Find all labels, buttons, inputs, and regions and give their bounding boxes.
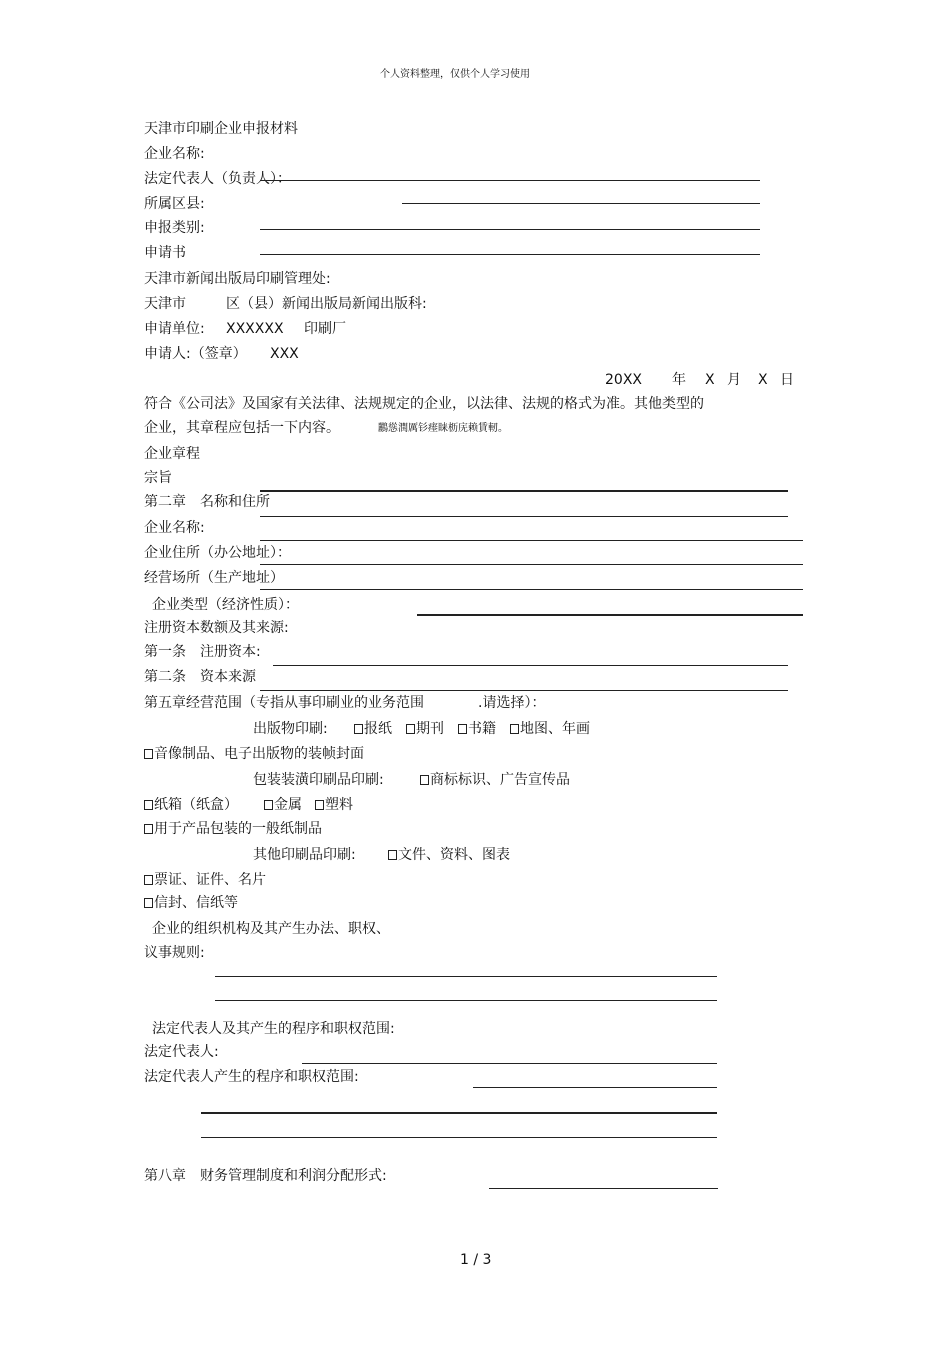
option-newspaper[interactable] <box>354 721 392 737</box>
legal-rep-field-line[interactable] <box>260 180 760 181</box>
date-year: 20XX <box>605 372 642 388</box>
option-label: 纸箱（纸盒） <box>154 797 238 813</box>
note-line-1: 符合《公司法》及国家有关法律、法规规定的企业，以法律、法规的格式为准。其他类型的 <box>144 396 704 412</box>
option-label: 商标标识、广告宣传品 <box>430 772 570 788</box>
district-label: 所属区县: <box>144 196 205 212</box>
address-field-line[interactable] <box>260 564 803 565</box>
district-office: 区（县）新闻出版局新闻出版科: <box>226 296 427 312</box>
applicant-unit-label: 申请单位: <box>144 321 205 337</box>
checkbox[interactable] <box>388 850 397 860</box>
address-label: 企业住所（办公地址）： <box>144 545 291 561</box>
charter-legal-rep-label: 法定代表人: <box>144 1044 219 1060</box>
district-office-prefix: 天津市 <box>144 296 186 312</box>
premises-field-line[interactable] <box>260 589 803 590</box>
option-cartons[interactable] <box>144 797 238 813</box>
application-label: 申请书 <box>144 245 186 261</box>
checkbox[interactable] <box>420 775 429 785</box>
legal-rep-label: 法定代表人（负责人）： <box>144 171 291 187</box>
option-label: 音像制品、电子出版物的装帧封面 <box>154 746 364 762</box>
option-label: 期刊 <box>416 721 444 737</box>
checkbox[interactable] <box>406 724 415 734</box>
checkbox[interactable] <box>144 800 153 810</box>
option-envelopes[interactable] <box>144 895 238 911</box>
date-day: X <box>758 372 768 388</box>
note-line-2: 企业，其章程应包括一下内容。 <box>144 420 340 436</box>
category-field-line[interactable] <box>260 229 760 230</box>
option-trademark[interactable] <box>420 772 570 788</box>
packaging-printing-label: 包装装潢印刷品印刷: <box>253 772 384 788</box>
garbled-text: 鸝慫潤厲钐瘗睐枥庑赖賃軔。 <box>378 423 508 434</box>
checkbox[interactable] <box>144 898 153 908</box>
option-periodical[interactable] <box>406 721 444 737</box>
page-number: 1 / 3 <box>460 1252 492 1268</box>
article-2-label: 第二条 资本来源 <box>144 669 256 685</box>
chapter-5-heading: 第五章经营范围（专指从事印刷业的业务范围 <box>144 695 424 711</box>
organization-label: 企业的组织机构及其产生办法、职权、 <box>152 921 390 937</box>
checkbox[interactable] <box>510 724 519 734</box>
applicant-unit-suffix: 印刷厂 <box>304 321 346 337</box>
charter-legal-rep-line[interactable] <box>302 1063 717 1064</box>
option-label: 报纸 <box>364 721 392 737</box>
checkbox[interactable] <box>144 875 153 885</box>
article-1-field-line[interactable] <box>273 665 788 666</box>
rules-field-line-1[interactable] <box>215 976 717 977</box>
option-label: 文件、资料、图表 <box>398 847 510 863</box>
chapter-2-field-line[interactable] <box>260 516 788 517</box>
legal-procedure-label: 法定代表人产生的程序和职权范围: <box>144 1069 359 1085</box>
application-field-line[interactable] <box>260 254 760 255</box>
option-label: 信封、信纸等 <box>154 895 238 911</box>
district-field-line[interactable] <box>402 203 760 204</box>
publication-printing-label: 出版物印刷: <box>253 721 328 737</box>
chapter-5-heading-tail: .请选择）： <box>478 695 546 711</box>
option-books[interactable] <box>458 721 496 737</box>
company-type-label: 企业类型（经济性质）： <box>152 597 299 613</box>
charter-title: 企业章程 <box>144 446 200 462</box>
legal-rep-heading: 法定代表人及其产生的程序和职权范围: <box>152 1021 395 1037</box>
document-title: 天津市印刷企业申报材料 <box>144 121 298 137</box>
premises-label: 经营场所（生产地址） <box>144 570 284 586</box>
category-label: 申报类别: <box>144 220 205 236</box>
company-type-field-line[interactable] <box>417 614 803 616</box>
option-metal[interactable] <box>264 797 302 813</box>
checkbox[interactable] <box>458 724 467 734</box>
chapter-2-heading: 第二章 名称和住所 <box>144 494 270 510</box>
applicant-value: XXX <box>270 346 299 362</box>
date-year-unit: 年 <box>672 372 686 388</box>
rules-field-line-2[interactable] <box>215 1000 717 1001</box>
date-month-unit: 月 <box>727 372 741 388</box>
option-label: 用于产品包装的一般纸制品 <box>154 821 322 837</box>
company-name-label: 企业名称: <box>144 146 205 162</box>
legal-procedure-line-3[interactable] <box>201 1137 717 1138</box>
option-label: 金属 <box>274 797 302 813</box>
option-tickets[interactable] <box>144 872 266 888</box>
checkbox[interactable] <box>354 724 363 734</box>
chapter-8-field-line[interactable] <box>489 1188 718 1189</box>
option-av-covers[interactable] <box>144 746 364 762</box>
date-day-unit: 日 <box>780 372 794 388</box>
rules-label: 议事规则: <box>144 945 205 961</box>
date-month: X <box>705 372 715 388</box>
purpose-field-line[interactable] <box>260 490 788 492</box>
other-printing-label: 其他印刷品印刷: <box>253 847 356 863</box>
option-paper-products[interactable] <box>144 821 322 837</box>
option-maps[interactable] <box>510 721 590 737</box>
option-label: 票证、证件、名片 <box>154 872 266 888</box>
page-header: 个人资料整理，仅供个人学习使用 <box>380 69 530 80</box>
checkbox[interactable] <box>144 824 153 834</box>
option-label: 塑料 <box>325 797 353 813</box>
article-1-label: 第一条 注册资本: <box>144 644 261 660</box>
legal-procedure-line[interactable] <box>473 1087 717 1088</box>
purpose-label: 宗旨 <box>144 470 172 486</box>
checkbox[interactable] <box>315 800 324 810</box>
checkbox[interactable] <box>144 749 153 759</box>
option-label: 地图、年画 <box>520 721 590 737</box>
applicant-unit-value: XXXXXX <box>226 321 284 337</box>
addressee: 天津市新闻出版局印刷管理处: <box>144 271 331 287</box>
option-documents[interactable] <box>388 847 510 863</box>
option-label: 书籍 <box>468 721 496 737</box>
charter-company-name-label: 企业名称: <box>144 520 205 536</box>
capital-label: 注册资本数额及其来源: <box>144 620 289 636</box>
checkbox[interactable] <box>264 800 273 810</box>
applicant-label: 申请人:（签章） <box>144 346 247 362</box>
article-2-field-line[interactable] <box>260 690 788 691</box>
option-plastic[interactable] <box>315 797 353 813</box>
legal-procedure-line-2[interactable] <box>201 1112 717 1114</box>
chapter-8-heading: 第八章 财务管理制度和利润分配形式: <box>144 1168 387 1184</box>
charter-company-name-line[interactable] <box>260 540 803 541</box>
